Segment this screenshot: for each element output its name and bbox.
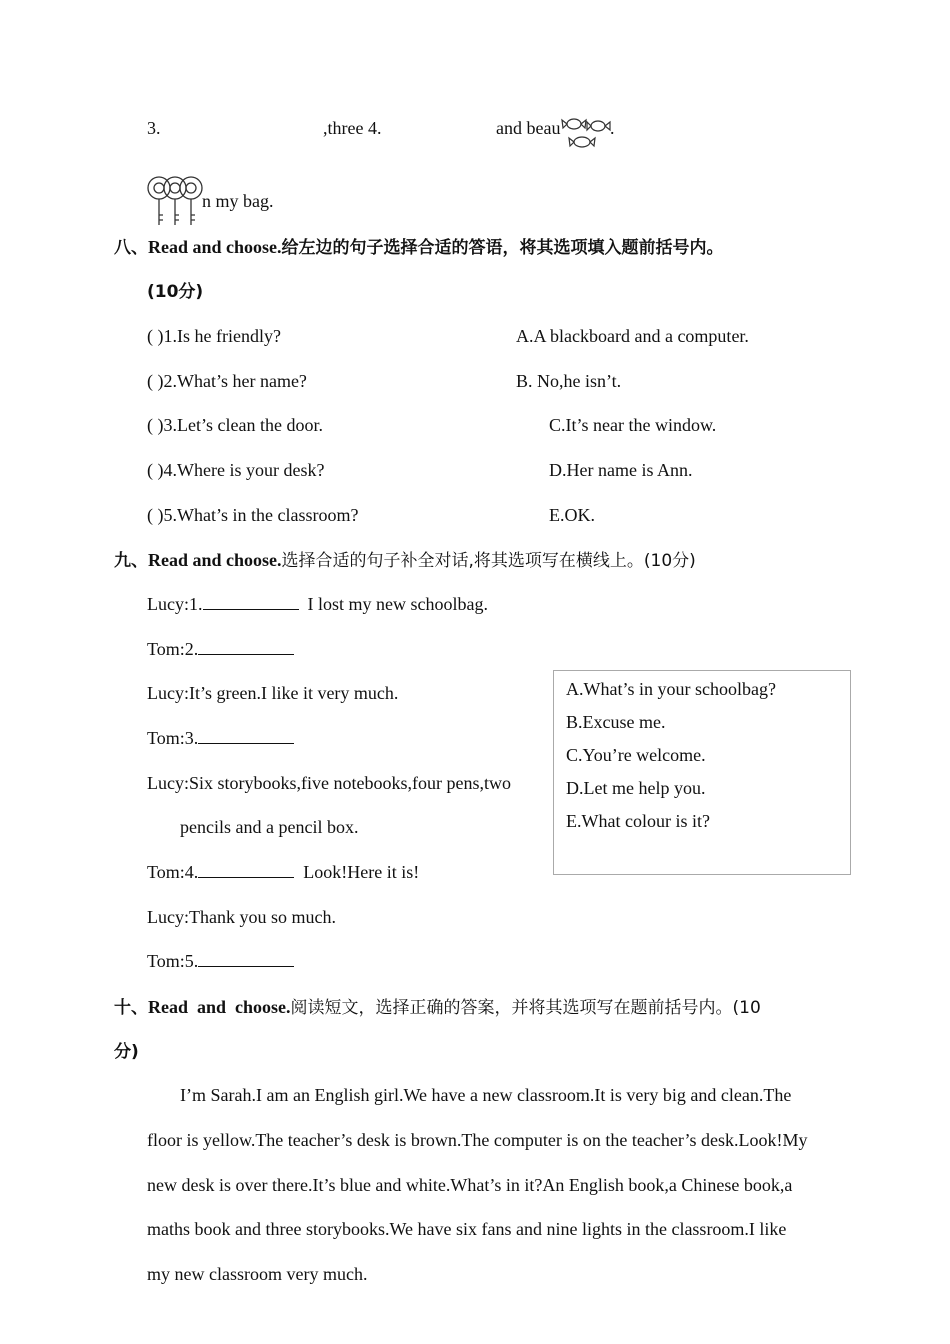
section-9-number: 九、	[114, 551, 148, 571]
option-a: A.What’s in your schoolbag?	[566, 679, 776, 699]
s8-answer-b: B. No,he isn’t.	[516, 371, 622, 391]
fill-line-3-dot: .	[610, 118, 615, 138]
passage-line-5: my new classroom very much.	[147, 1264, 368, 1284]
dialog-line-4	[147, 727, 294, 749]
dialog-line-7: Lucy:Thank you so much.	[147, 907, 336, 927]
s8-question-4: ( )4.Where is your desk?	[147, 460, 325, 480]
dialog-line-2	[147, 638, 294, 660]
fill-line-3-number: 3.	[147, 118, 161, 138]
candy-icon	[560, 114, 616, 152]
passage-line-2: floor is yellow.The teacher’s desk is brown.The computer is on the teacher’s desk.Look!My	[147, 1130, 808, 1150]
options-box	[553, 670, 851, 875]
section-10-number: 十、	[114, 998, 148, 1018]
dialog-1-speaker: Lucy:1.	[147, 594, 203, 614]
fill-line-3-middle: ,three 4.	[323, 118, 382, 138]
dialog-line-3: Lucy:It’s green.I like it very much.	[147, 683, 399, 703]
option-b: B.Excuse me.	[566, 712, 666, 732]
answer-blank-2[interactable]	[198, 638, 294, 655]
dialog-line-6	[147, 861, 419, 883]
s8-answer-e: E.OK.	[549, 505, 595, 525]
section-9-title-en: Read and choose.	[148, 550, 282, 570]
section-10-title	[114, 996, 761, 1019]
section-8-number: 八、	[114, 238, 148, 258]
section-10-title-cont: 分)	[114, 1042, 139, 1062]
answer-blank-4[interactable]	[198, 861, 294, 878]
s8-question-3: ( )3.Let’s clean the door.	[147, 415, 323, 435]
dialog-2-speaker: Tom:2.	[147, 639, 199, 659]
section-9-title	[114, 549, 696, 572]
answer-blank-1[interactable]	[203, 593, 299, 610]
answer-blank-5[interactable]	[198, 950, 294, 967]
passage-line-3: new desk is over there.It’s blue and white.What’s in it?An English book,a Chinese book,a	[147, 1175, 793, 1195]
passage-line-4: maths book and three storybooks.We have six fans and nine lights in the classroom.I like	[147, 1219, 787, 1239]
fill-line-4-tail: n my bag.	[202, 191, 274, 211]
option-c: C.You’re welcome.	[566, 745, 706, 765]
dialog-6-text: Look!Here it is!	[303, 862, 420, 882]
dialog-1-text: I lost my new schoolbag.	[307, 594, 488, 614]
section-8-title-en: Read and choose.	[148, 237, 282, 257]
s8-question-5: ( )5.What’s in the classroom?	[147, 505, 359, 525]
keys-icon	[145, 175, 205, 227]
answer-blank-3[interactable]	[198, 727, 294, 744]
section-8-score: (10分)	[147, 282, 204, 302]
s8-question-1: ( )1.Is he friendly?	[147, 326, 281, 346]
dialog-line-5a: Lucy:Six storybooks,five notebooks,four pens,two	[147, 773, 511, 793]
dialog-4-speaker: Tom:3.	[147, 728, 199, 748]
section-9-title-zh: 选择合适的句子补全对话,将其选项写在横线上。(10分)	[281, 551, 696, 571]
section-10-title-zh: 阅读短文，选择正确的答案，并将其选项写在题前括号内。(10	[290, 998, 761, 1018]
option-e: E.What colour is it?	[566, 811, 710, 831]
section-8-title-zh: 给左边的句子选择合适的答语，将其选项填入题前括号内。	[281, 238, 724, 258]
s8-answer-d: D.Her name is Ann.	[549, 460, 693, 480]
dialog-6-speaker: Tom:4.	[147, 862, 199, 882]
dialog-8-speaker: Tom:5.	[147, 951, 199, 971]
dialog-line-1	[147, 593, 488, 615]
s8-answer-a: A.A blackboard and a computer.	[516, 326, 749, 346]
passage-line-1: I’m Sarah.I am an English girl.We have a new classroom.It is very big and clean.The	[180, 1085, 792, 1105]
dialog-line-5b: pencils and a pencil box.	[180, 817, 359, 837]
s8-question-2: ( )2.What’s her name?	[147, 371, 307, 391]
section-8-title	[114, 236, 724, 259]
section-10-title-en: Read and choose.	[148, 997, 291, 1017]
s8-answer-c: C.It’s near the window.	[549, 415, 717, 435]
fill-line-3-end: and beau	[496, 118, 561, 138]
option-d: D.Let me help you.	[566, 778, 706, 798]
dialog-line-8	[147, 950, 294, 972]
